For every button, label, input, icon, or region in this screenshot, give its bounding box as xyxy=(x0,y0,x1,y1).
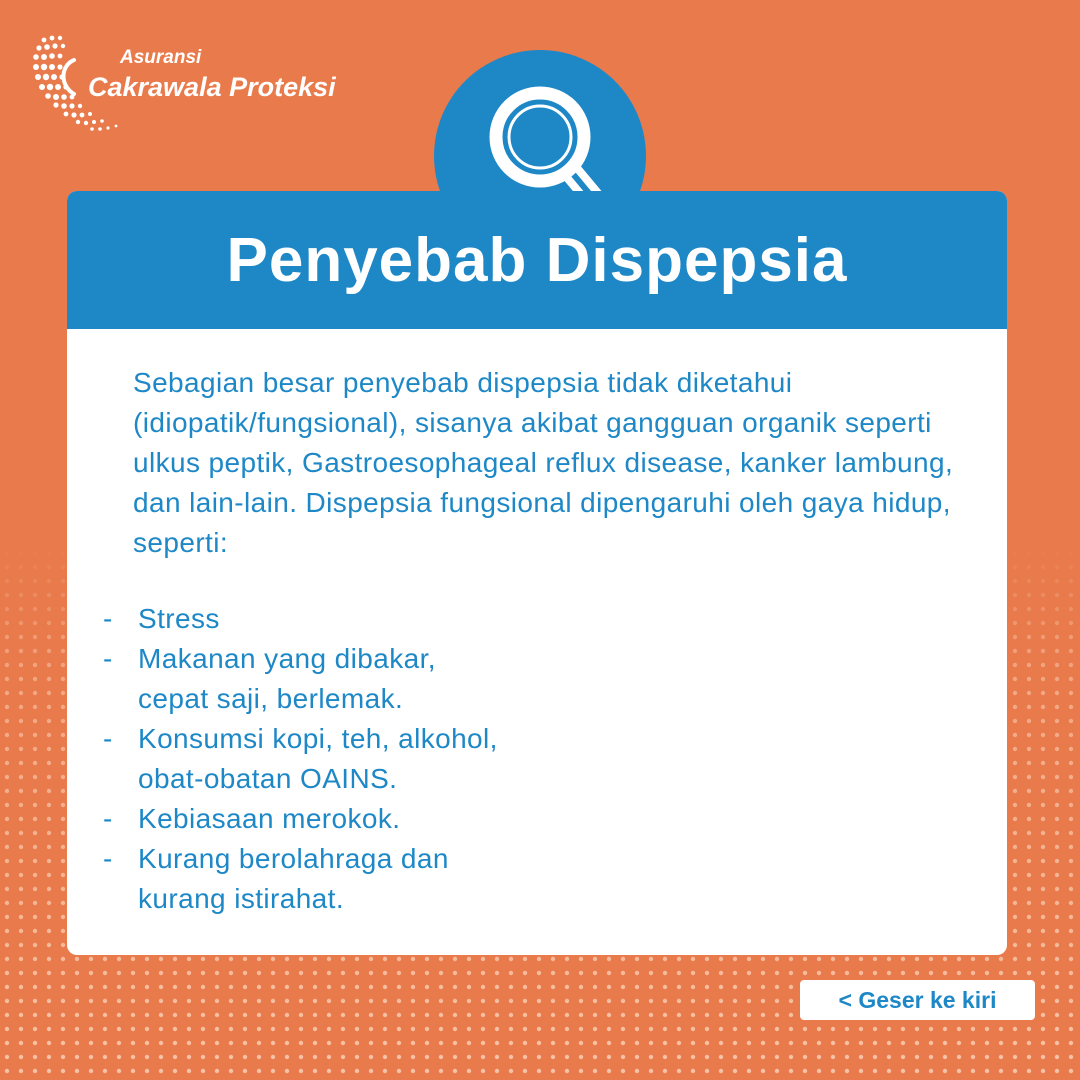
intro-paragraph: Sebagian besar penyebab dispepsia tidak diketahui (idiopatik/fungsional), sisanya akibat gangguan organik seperti ulkus peptik, Gastroesophageal reflux disease, kanker lambung, dan lain-lain. Dispepsia fungsional dipengaruhi oleh gaya hidup, seperti: xyxy=(133,367,954,558)
swipe-left-button[interactable]: < Geser ke kiri xyxy=(800,980,1035,1020)
list-item-line2: kurang istirahat. xyxy=(138,883,345,914)
list-item-line1: Makanan yang dibakar, xyxy=(138,643,436,674)
card-header xyxy=(67,191,1007,329)
list-dash: - xyxy=(103,723,113,754)
list-item xyxy=(103,719,963,799)
list-item xyxy=(103,799,963,839)
list-dash: - xyxy=(103,843,113,874)
list-item xyxy=(103,639,963,719)
brand-logo xyxy=(30,30,370,140)
list-dash: - xyxy=(103,643,113,674)
list-item-line1: Stress xyxy=(138,603,220,634)
list-item-line1: Konsumsi kopi, teh, alkohol, xyxy=(138,723,498,754)
brand-line1: Asuransi xyxy=(120,47,202,68)
list-item-line1: Kurang berolahraga dan xyxy=(138,843,449,874)
brand-line2: Cakrawala Proteksi xyxy=(88,72,336,102)
causes-list xyxy=(103,599,963,919)
list-item-line1: Kebiasaan merokok. xyxy=(138,803,401,834)
info-card xyxy=(67,191,1007,955)
list-dash: - xyxy=(103,803,113,834)
list-item-line2: obat-obatan OAINS. xyxy=(138,763,398,794)
list-item xyxy=(103,839,963,919)
page-title: Penyebab Dispepsia xyxy=(226,226,848,295)
list-item xyxy=(103,599,963,639)
list-dash: - xyxy=(103,603,113,634)
list-item-line2: cepat saji, berlemak. xyxy=(138,683,404,714)
